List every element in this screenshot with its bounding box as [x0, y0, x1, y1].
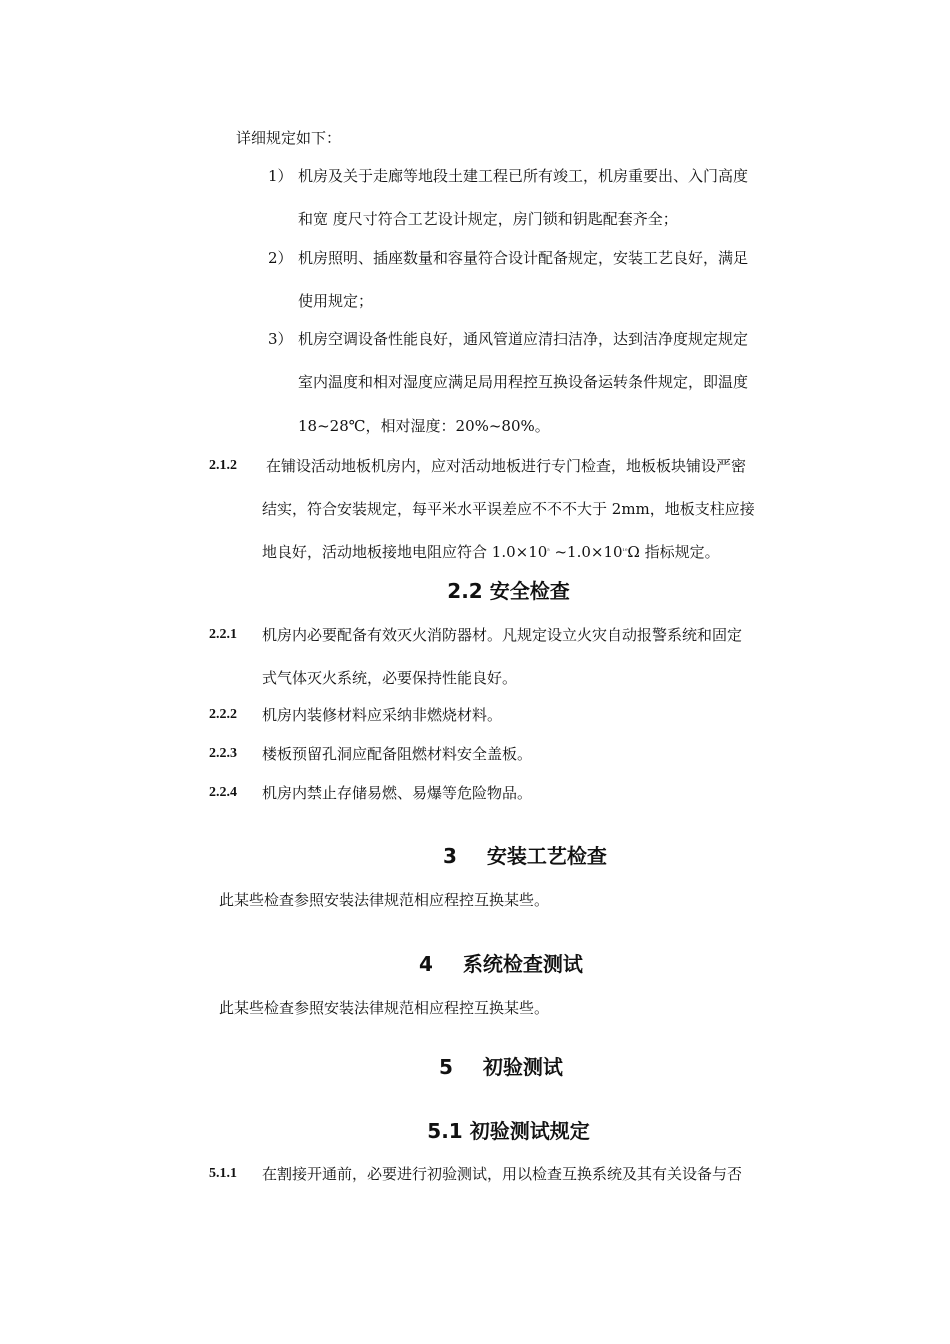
- intro-text: 详细规定如下：: [236, 129, 342, 147]
- section-number: 5.1.1: [209, 1166, 237, 1181]
- chapter-heading-3: [443, 843, 607, 869]
- chapter-title: 安装工艺检查: [486, 844, 607, 868]
- paragraph-text: 地良好，活动地板接地电阻应符合 1.0×10: [262, 543, 548, 561]
- section-heading-2-2: 2.2 安全检查: [447, 579, 570, 603]
- list-item-text: 使用规定；: [298, 292, 374, 310]
- paragraph-line: 机房内装修材料应采纳非燃烧材料。: [262, 706, 503, 724]
- exponent: ⁵: [547, 548, 550, 555]
- section-number: 2.2.3: [209, 746, 237, 761]
- section-number: 2.2.1: [209, 627, 237, 642]
- paragraph-line: [262, 542, 720, 562]
- list-item-text: 18~28℃，相对湿度：20%~80%。: [298, 417, 550, 435]
- paragraph-text: ~1.0×10: [549, 543, 623, 561]
- paragraph-text: Ω 指标规定。: [627, 543, 720, 561]
- list-item-text: 机房空调设备性能良好，通风管道应清扫洁净，达到洁净度规定规定: [298, 330, 749, 348]
- paragraph-line: 结实，符合安装规定，每平米水平误差应不不不大于 2mm，地板支柱应接: [262, 500, 755, 518]
- chapter-title: 初验测试: [482, 1055, 563, 1079]
- chapter-title: 系统检查测试: [462, 952, 583, 976]
- list-item-text: 机房照明、插座数量和容量符合设计配备规定，安装工艺良好，满足: [298, 249, 749, 267]
- section-number: 2.1.2: [209, 458, 237, 473]
- paragraph-line: 机房内禁止存储易燃、易爆等危险物品。: [262, 784, 533, 802]
- chapter-heading-5: [439, 1054, 563, 1080]
- list-item-text: 室内温度和相对湿度应满足局用程控互换设备运转条件规定，即温度: [298, 373, 749, 391]
- list-item: [268, 248, 748, 268]
- section-heading-5-1: 5.1 初验测试规定: [427, 1119, 590, 1143]
- paragraph-line: 此某些检查参照安装法律规范相应程控互换某些。: [219, 999, 550, 1017]
- list-marker: 1）: [268, 167, 293, 185]
- section-number: 2.2.2: [209, 707, 237, 722]
- list-item: [268, 166, 748, 186]
- list-item-text: 机房及关于走廊等地段土建工程已所有竣工，机房重要出、入门高度: [298, 167, 749, 185]
- paragraph-line: 式气体灭火系统，必要保持性能良好。: [262, 669, 518, 687]
- list-marker: 3）: [268, 330, 293, 348]
- chapter-number: 4: [419, 952, 433, 976]
- list-item: [268, 329, 748, 349]
- list-marker: 2）: [268, 249, 293, 267]
- chapter-number: 3: [443, 844, 457, 868]
- paragraph-line: 楼板预留孔洞应配备阻燃材料安全盖板。: [262, 745, 533, 763]
- list-item-text: 和宽 度尺寸符合工艺设计规定，房门锁和钥匙配套齐全；: [298, 210, 678, 228]
- paragraph-line: 机房内必要配备有效灭火消防器材。凡规定设立火灾自动报警系统和固定: [262, 626, 743, 644]
- paragraph-line: 在割接开通前，必要进行初验测试，用以检查互换系统及其有关设备与否: [262, 1165, 743, 1183]
- paragraph-line: 此某些检查参照安装法律规范相应程控互换某些。: [219, 891, 550, 909]
- paragraph-line: 在铺设活动地板机房内，应对活动地板进行专门检查，地板板块铺设严密: [266, 457, 747, 475]
- chapter-heading-4: [419, 951, 583, 977]
- exponent: ¹⁰: [622, 548, 628, 555]
- chapter-number: 5: [439, 1055, 453, 1079]
- section-number: 2.2.4: [209, 785, 237, 800]
